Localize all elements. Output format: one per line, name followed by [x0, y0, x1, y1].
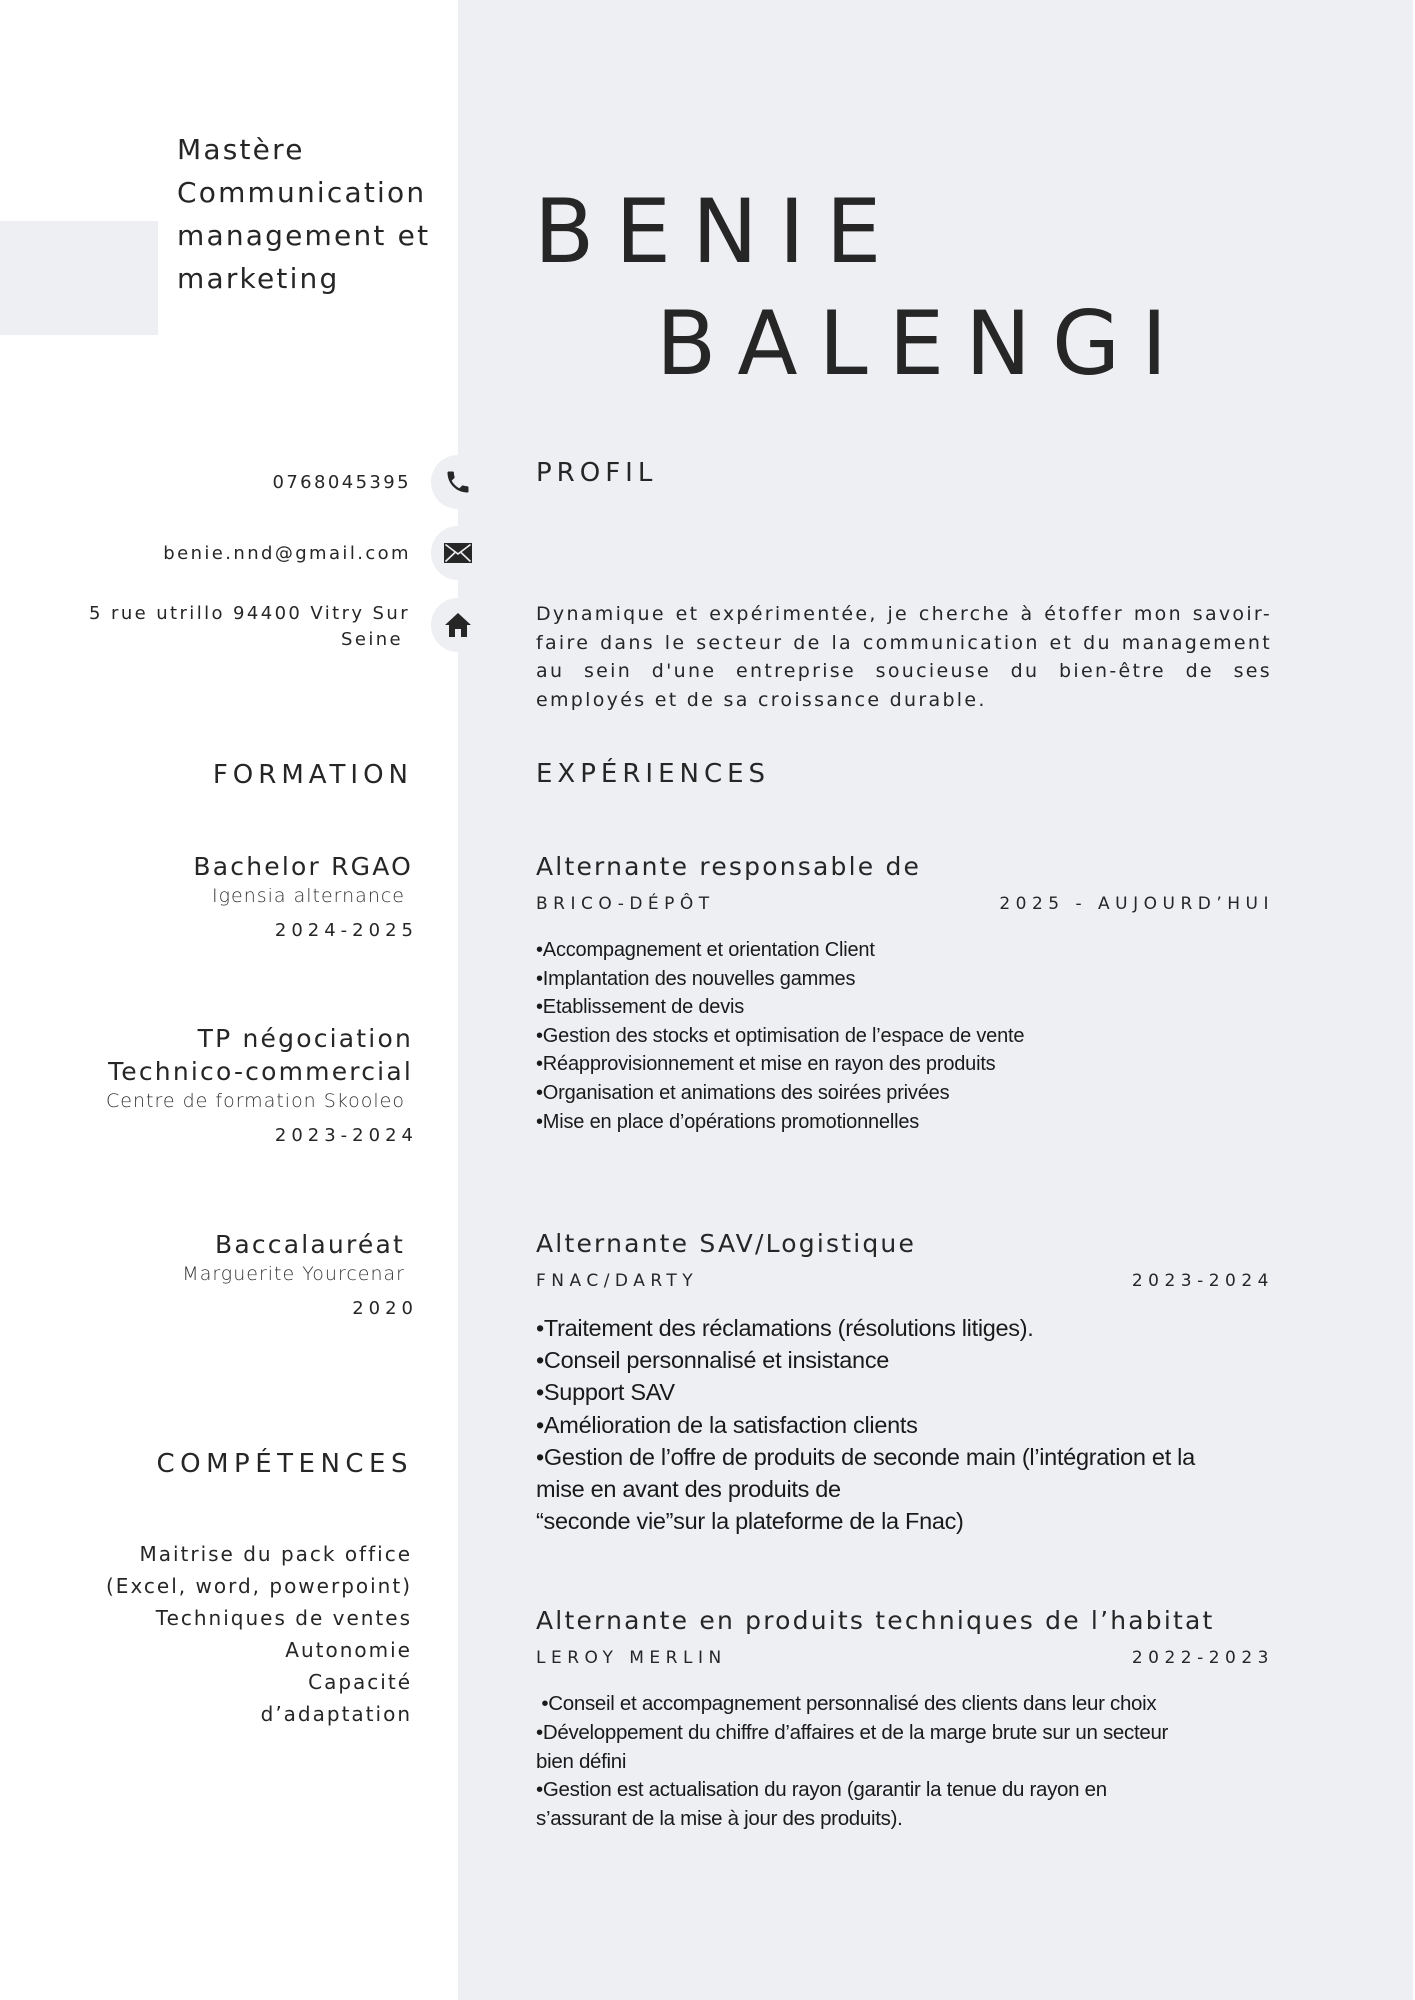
skill-item: Autonomie [285, 1638, 412, 1662]
job-company: FNAC/DARTY [536, 1271, 699, 1291]
formation-school: Igensia alternance [212, 885, 405, 907]
home-icon [431, 598, 485, 652]
task-line: bien défini [536, 1749, 627, 1773]
task-line: •Développement du chiffre d’affaires et de la marge brute sur un secteur [536, 1720, 1169, 1744]
degree-line: Communication [177, 176, 427, 209]
task-line: •Réapprovisionnement et mise en rayon des produits [536, 1053, 996, 1076]
job-title: Alternante SAV/Logistique [536, 1229, 917, 1258]
skill-item: Capacité [308, 1670, 412, 1694]
formation-title: TP négociation [197, 1024, 413, 1053]
task-line: •Implantation des nouvelles gammes [536, 967, 856, 990]
job-tasks [536, 1312, 1195, 1537]
mail-icon [431, 526, 485, 580]
job-tasks [536, 936, 1024, 1136]
degree-line: marketing [177, 262, 340, 295]
profil-line: faire dans le secteur de la communication et du management [536, 631, 1272, 654]
formation-item [106, 1022, 418, 1149]
email-address[interactable]: benie.nnd@gmail.com [163, 543, 411, 564]
formation-dates: 2020 [352, 1298, 418, 1319]
formation-item [182, 1228, 418, 1322]
address-line: 5 rue utrillo 94400 Vitry Sur [89, 603, 410, 624]
address-line: Seine [341, 629, 403, 650]
job-dates: 2022-2023 [1131, 1648, 1274, 1668]
decorative-grey-block [0, 221, 158, 335]
task-line: •Conseil personnalisé et insistance [536, 1347, 890, 1374]
job-company: LEROY MERLIN [536, 1648, 727, 1668]
first-name: BENIE [534, 180, 903, 283]
skill-item: (Excel, word, powerpoint) [106, 1574, 412, 1598]
formation-title: Bachelor RGAO [193, 852, 413, 881]
task-line: •Support SAV [536, 1379, 675, 1406]
profil-line: Dynamique et expérimentée, je cherche à étoffer mon savoir- [536, 603, 1272, 625]
formation-school: Centre de formation Skooleo [106, 1090, 405, 1112]
task-line: s’assurant de la mise à jour des produits). [536, 1807, 903, 1831]
profil-heading: PROFIL [536, 458, 658, 488]
skills-list [106, 1538, 412, 1730]
formation-dates: 2023-2024 [274, 1125, 418, 1146]
task-line: mise en avant des produits de [536, 1476, 841, 1503]
task-line: •Amélioration de la satisfaction clients [536, 1411, 918, 1438]
formation-heading: FORMATION [212, 760, 413, 790]
job-company: BRICO-DÉPÔT [536, 894, 715, 914]
skill-item: Maitrise du pack office [139, 1542, 412, 1566]
job-title: Alternante en produits techniques de l’habitat [536, 1606, 1215, 1635]
formation-dates: 2024-2025 [274, 920, 418, 941]
skill-item: Techniques de ventes [155, 1606, 412, 1630]
task-line: •Gestion de l’offre de produits de seconde main (l’intégration et la [536, 1443, 1195, 1470]
experiences-heading: EXPÉRIENCES [536, 759, 771, 789]
postal-address [89, 601, 410, 653]
profil-line: au sein d'une entreprise soucieuse du bien-être de ses [536, 660, 1272, 682]
degree-title [177, 128, 457, 300]
formation-title: Technico-commercial [108, 1057, 413, 1086]
last-name: BALENGI [656, 292, 1189, 395]
phone-icon [431, 455, 485, 509]
formation-item [193, 850, 418, 944]
job-tasks [536, 1690, 1168, 1834]
formation-title: Baccalauréat [214, 1230, 405, 1259]
formation-school: Marguerite Yourcenar [182, 1263, 405, 1285]
job-dates: 2023-2024 [1131, 1271, 1274, 1291]
job-title: Alternante responsable de [536, 852, 922, 881]
phone-number[interactable]: 0768045395 [272, 472, 411, 493]
task-line: “seconde vie”sur la plateforme de la Fnac) [536, 1508, 964, 1535]
task-line: •Gestion des stocks et optimisation de l’espace de vente [536, 1024, 1025, 1047]
task-line: •Gestion est actualisation du rayon (garantir la tenue du rayon en [536, 1778, 1107, 1802]
competences-heading: COMPÉTENCES [156, 1449, 413, 1479]
profil-text [536, 600, 1272, 714]
degree-line: Mastère [177, 133, 305, 166]
task-line: •Traitement des réclamations (résolutions litiges). [536, 1315, 1034, 1341]
skill-item: d’adaptation [260, 1702, 412, 1726]
job-dates: 2025 - AUJOURD’HUI [999, 894, 1274, 914]
task-line: •Accompagnement et orientation Client [536, 939, 875, 961]
task-line: •Etablissement de devis [536, 996, 745, 1019]
degree-line: management et [177, 219, 431, 252]
task-line: •Mise en place d’opérations promotionnelles [536, 1110, 920, 1133]
profil-line: employés et de sa croissance durable. [536, 688, 987, 711]
task-line: •Conseil et accompagnement personnalisé des clients dans leur choix [536, 1692, 1157, 1715]
task-line: •Organisation et animations des soirées privées [536, 1081, 950, 1104]
